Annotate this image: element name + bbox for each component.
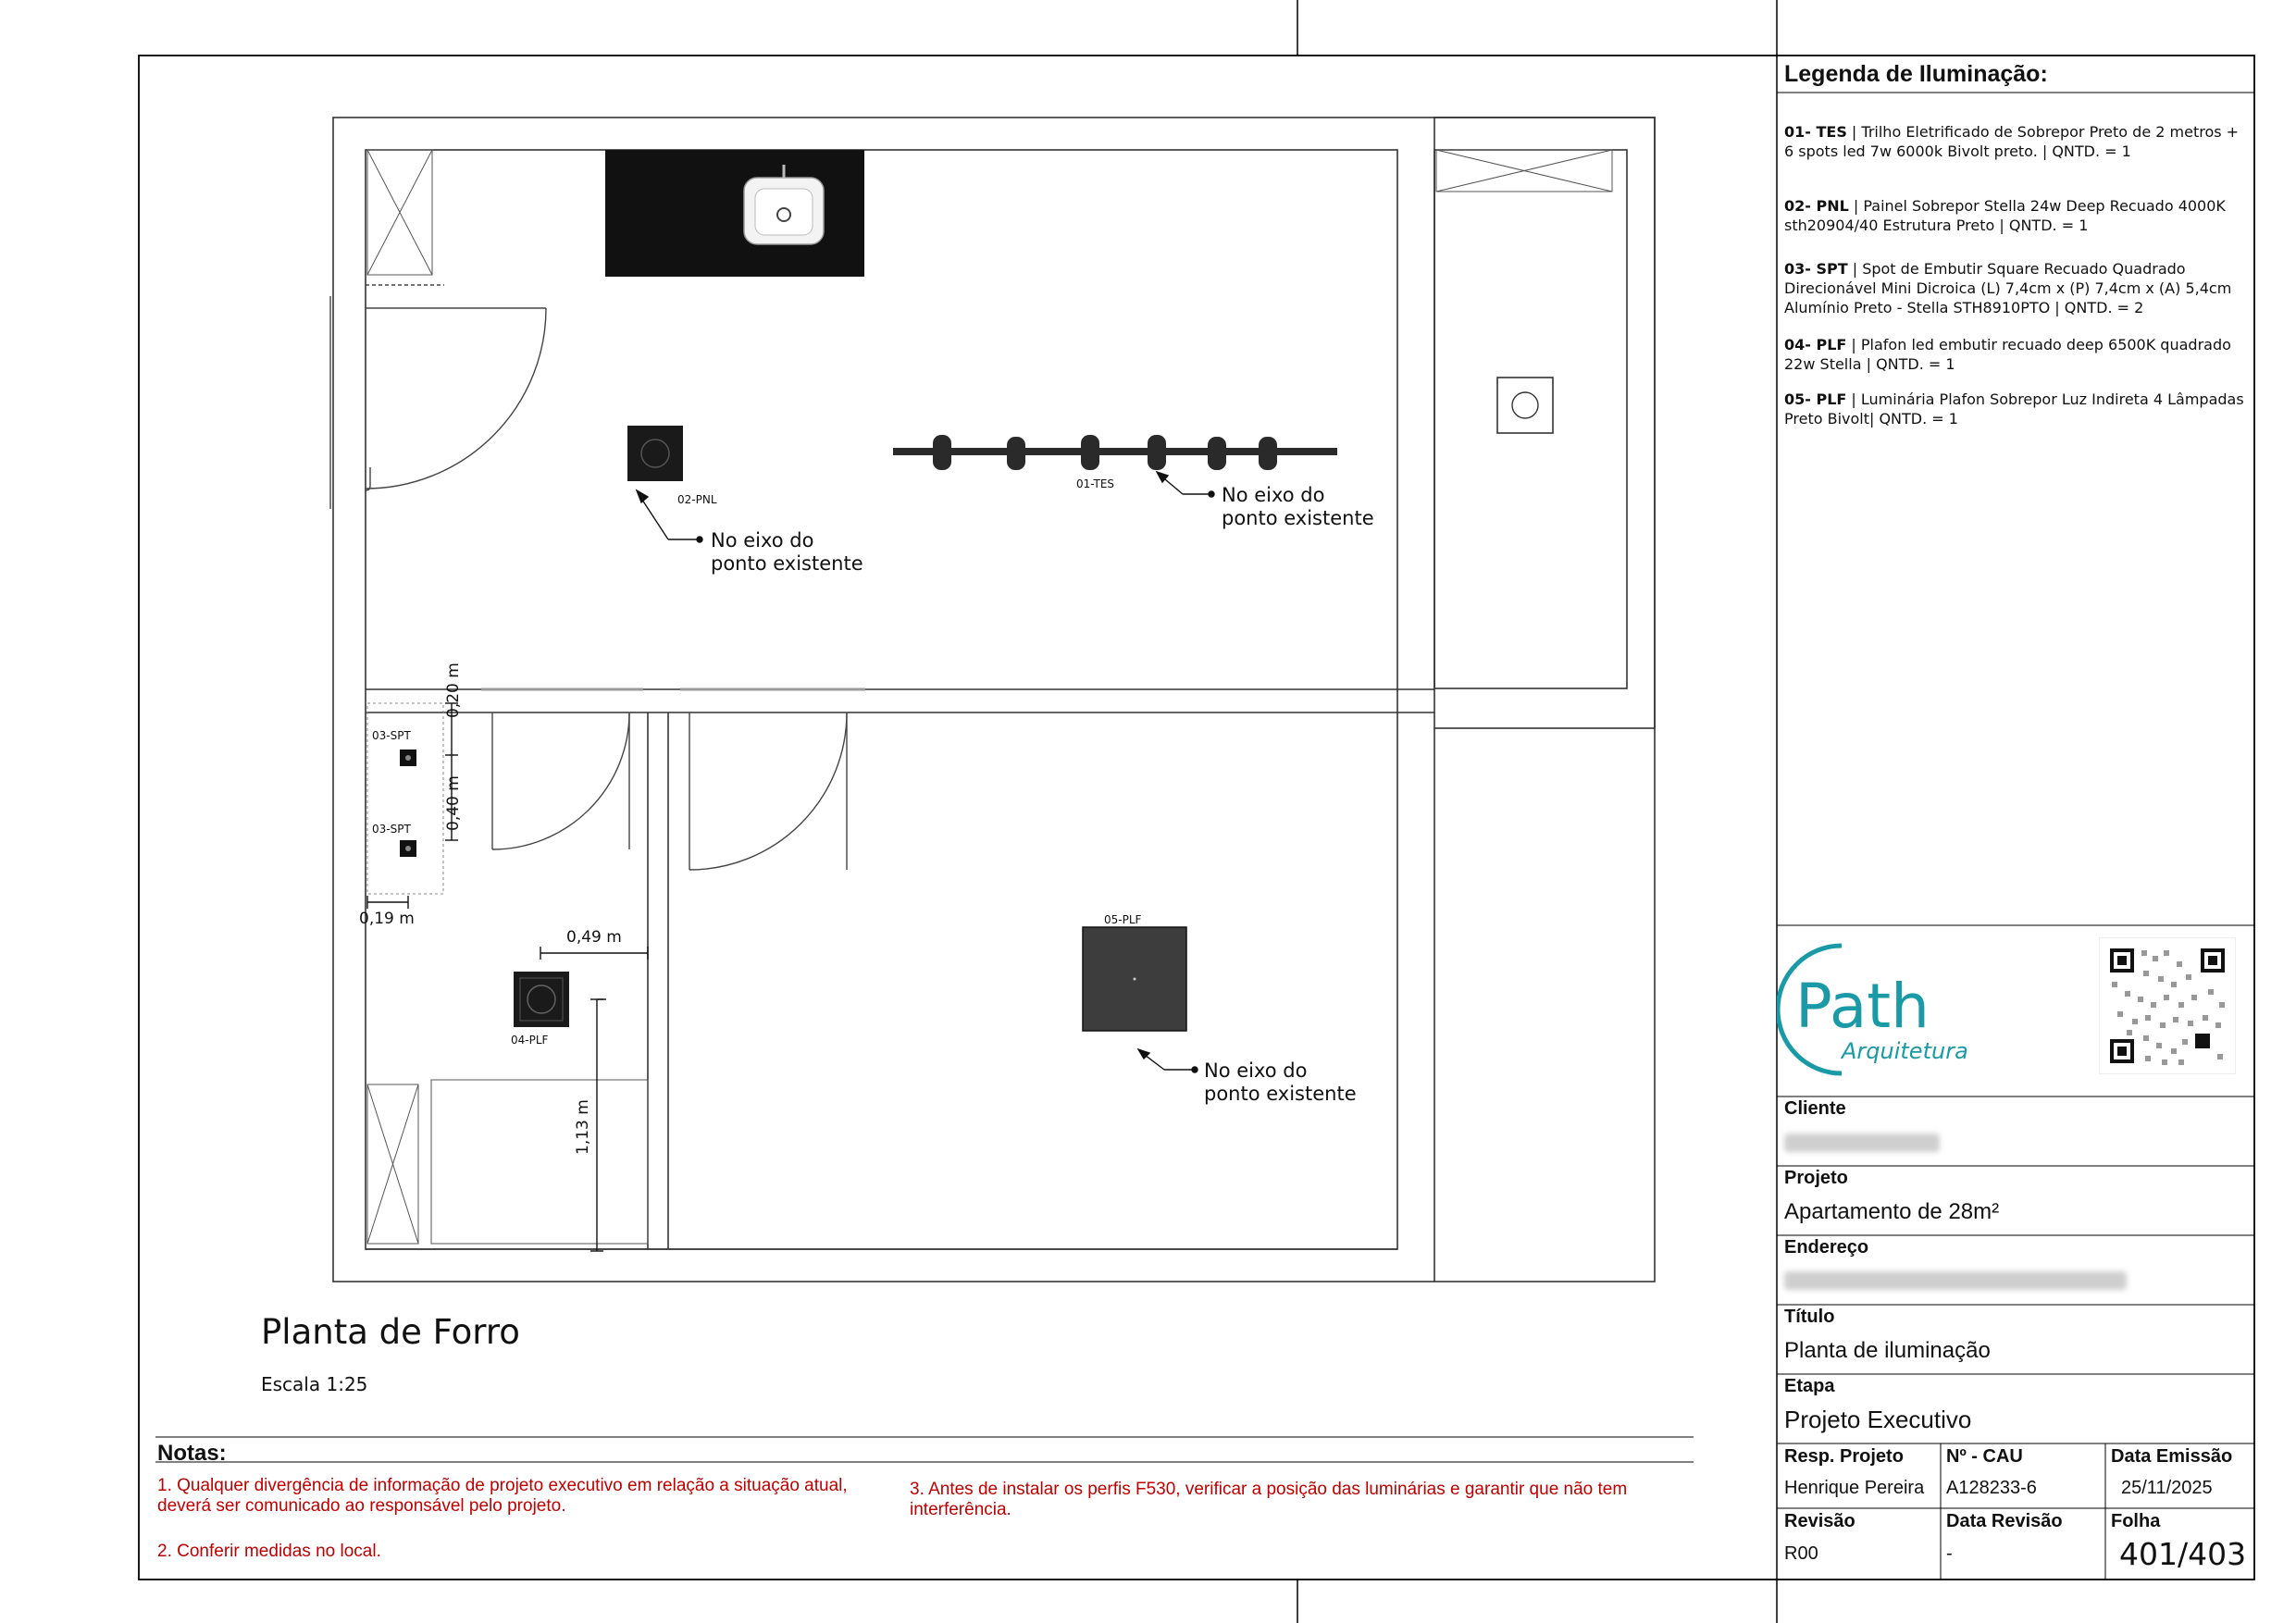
resp-projeto-label: Resp. Projeto <box>1784 1446 1904 1467</box>
path-logo <box>1777 935 1990 1092</box>
endereco-value-redacted <box>1784 1271 2127 1290</box>
dim-1-13: 1,13 m <box>574 1099 592 1155</box>
tag-01-tes: 01-TES <box>1076 477 1115 490</box>
data-emissao-label: Data Emissão <box>2111 1446 2233 1467</box>
projeto-value: Apartamento de 28m² <box>1784 1199 2000 1224</box>
legend-code: 03- SPT <box>1784 260 1848 278</box>
logo-sub: Arquitetura <box>1842 1038 1968 1064</box>
legend-text: | Luminária Plafon Sobrepor Luz Indireta 4 Lâmpadas Preto Bivolt| QNTD. = 1 <box>1784 390 2244 427</box>
data-emissao-value: 25/11/2025 <box>2121 1478 2213 1498</box>
projeto-label: Projeto <box>1784 1168 1848 1188</box>
note-3: 3. Antes de instalar os perfis F530, verificar a posição das luminárias e garantir que não tem interferência. <box>910 1480 1628 1519</box>
qr-code <box>2099 937 2236 1074</box>
callout-pnl <box>711 529 863 576</box>
legend-code: 02- PNL <box>1784 197 1849 215</box>
legend-title: Legenda de Iluminação: <box>1784 61 2048 87</box>
drawing-scale: Escala 1:25 <box>261 1373 368 1395</box>
resp-projeto-value: Henrique Pereira <box>1784 1478 1925 1498</box>
legend-code: 01- TES <box>1784 123 1847 141</box>
legend-item-05 <box>1784 390 2252 428</box>
tag-04-plf: 04-PLF <box>511 1034 549 1047</box>
cliente-value-redacted <box>1784 1134 1940 1152</box>
callout-line-1: No eixo do <box>1204 1059 1308 1082</box>
logo-name: Path <box>1795 971 1930 1042</box>
tag-02-pnl: 02-PNL <box>677 493 717 506</box>
callout-line-1: No eixo do <box>711 529 814 551</box>
legend-item-03 <box>1784 259 2252 317</box>
folha-label: Folha <box>2111 1511 2161 1531</box>
data-revisao-value: - <box>1946 1543 1953 1564</box>
legend-text: | Plafon led embutir recuado deep 6500K quadrado 22w Stella | QNTD. = 1 <box>1784 336 2231 373</box>
dim-0-20: 0,20 m <box>444 663 463 718</box>
etapa-label: Etapa <box>1784 1376 1835 1396</box>
cau-label: Nº - CAU <box>1946 1446 2023 1467</box>
callout-line-2: ponto existente <box>1204 1083 1357 1105</box>
callout-tes <box>1222 484 1374 530</box>
cliente-label: Cliente <box>1784 1098 1846 1119</box>
titulo-value: Planta de iluminação <box>1784 1338 1991 1363</box>
legend-code: 05- PLF <box>1784 390 1847 408</box>
callout-line-2: ponto existente <box>1222 507 1374 529</box>
notes-title: Notas: <box>157 1441 227 1466</box>
revisao-value: R00 <box>1784 1543 1818 1564</box>
legend-text: | Spot de Embutir Square Recuado Quadrado Direcionável Mini Dicroica (L) 7,4cm x (P) 7,4cm x (A) 5,4cm Alumínio Preto - Stella STH8910PTO | QNTD. = 2 <box>1784 260 2232 316</box>
tag-05-plf: 05-PLF <box>1104 913 1142 926</box>
note-1: 1. Qualquer divergência de informação de projeto executivo em relação a situação atual, deverá ser comunicado ao responsável pelo projeto. <box>157 1476 848 1516</box>
data-revisao-label: Data Revisão <box>1946 1511 2063 1531</box>
dim-0-49: 0,49 m <box>566 928 622 947</box>
endereco-label: Endereço <box>1784 1237 1869 1258</box>
legend-item-02 <box>1784 196 2252 235</box>
tag-03-spt-top: 03-SPT <box>372 729 411 742</box>
legend-item-04 <box>1784 335 2252 374</box>
legend-item-01 <box>1784 122 2252 161</box>
tag-03-spt-bottom: 03-SPT <box>372 823 411 836</box>
revisao-label: Revisão <box>1784 1511 1855 1531</box>
legend-code: 04- PLF <box>1784 336 1847 353</box>
dim-0-40: 0,40 m <box>444 775 463 831</box>
note-2: 2. Conferir medidas no local. <box>157 1542 381 1561</box>
folha-value: 401/403 <box>2119 1536 2247 1572</box>
drawing-title: Planta de Forro <box>261 1312 520 1352</box>
etapa-value: Projeto Executivo <box>1784 1406 1972 1433</box>
callout-line-2: ponto existente <box>711 552 863 575</box>
callout-plf <box>1204 1059 1357 1106</box>
titulo-label: Título <box>1784 1307 1835 1327</box>
legend-text: | Trilho Eletrificado de Sobrepor Preto de 2 metros + 6 spots led 7w 6000k Bivolt preto. | QNTD. = 1 <box>1784 123 2240 160</box>
legend-text: | Painel Sobrepor Stella 24w Deep Recuado 4000K sth20904/40 Estrutura Preto | QNTD. = 1 <box>1784 197 2226 234</box>
cau-value: A128233-6 <box>1946 1478 2037 1498</box>
callout-line-1: No eixo do <box>1222 484 1325 506</box>
dim-0-19: 0,19 m <box>359 910 415 928</box>
